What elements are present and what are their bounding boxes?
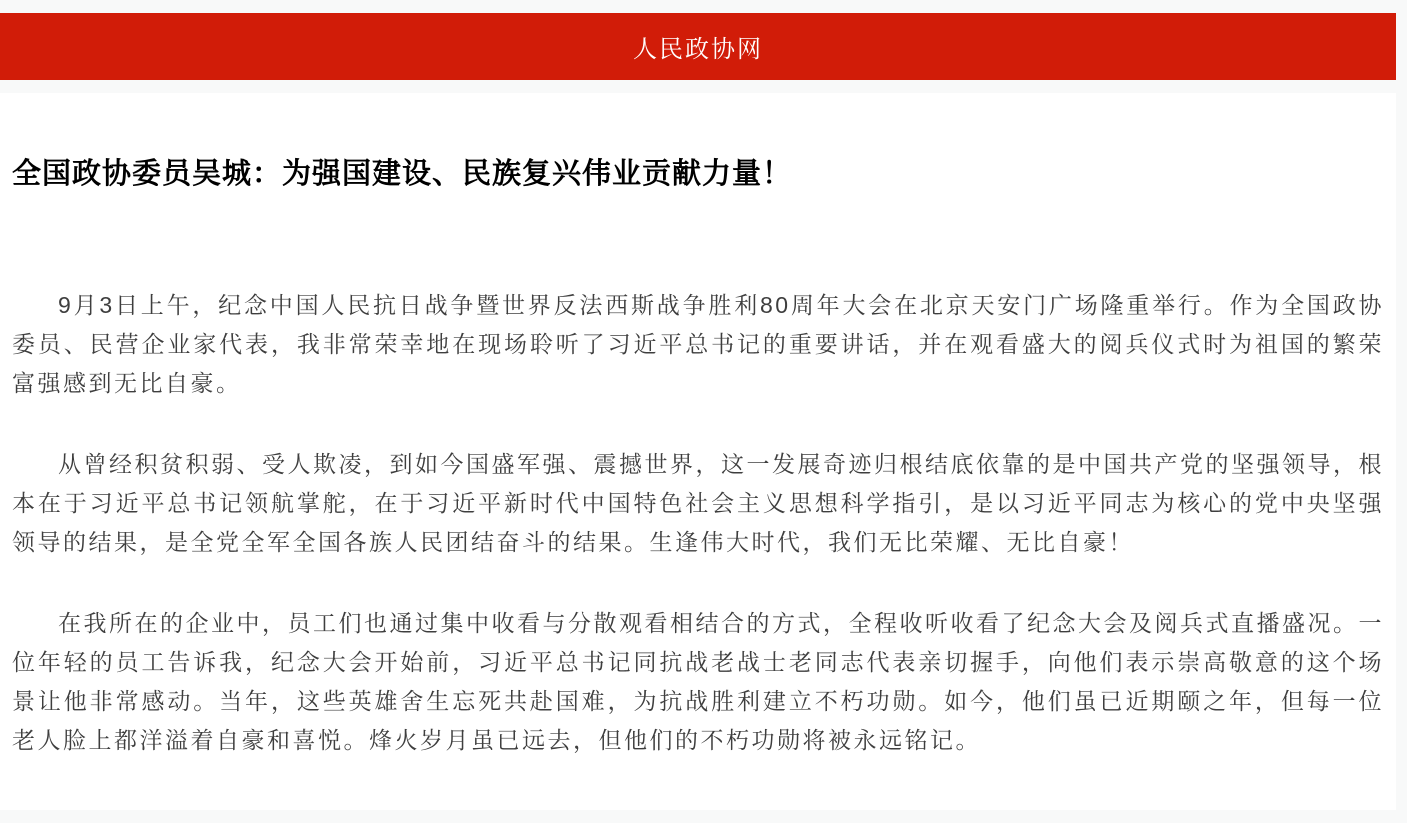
site-title[interactable]: 人民政协网 [633,36,763,63]
site-header-bar [0,13,1396,80]
article-paragraph-1: 9月3日上午，纪念中国人民抗日战争暨世界反法西斯战争胜利80周年大会在北京天安门广场隆重举行。作为全国政协委员、民营企业家代表，我非常荣幸地在现场聆听了习近平总书记的重要讲话，并在观看盛大的阅兵仪式时为祖国的繁荣富强感到无比自豪。 [12,292,1384,396]
page-container [0,13,1396,810]
article-paragraph-3: 在我所在的企业中，员工们也通过集中收看与分散观看相结合的方式，全程收听收看了纪念大会及阅兵式直播盛况。一位年轻的员工告诉我，纪念大会开始前，习近平总书记同抗战老战士老同志代表亲切握手，向他们表示崇高敬意的这个场景让他非常感动。当年，这些英雄舍生忘死共赴国难，为抗战胜利建立不朽功勋。如今，他们虽已近期颐之年，但每一位老人脸上都洋溢着自豪和喜悦。烽火岁月虽已远去，但他们的不朽功勋将被永远铭记。 [12,610,1384,753]
article-body [12,286,1384,760]
article-title: 全国政协委员吴城：为强国建设、民族复兴伟业贡献力量！ [12,158,793,190]
article-content [0,93,1396,810]
article-paragraph-2: 从曾经积贫积弱、受人欺凌，到如今国盛军强、震撼世界，这一发展奇迹归根结底依靠的是中国共产党的坚强领导，根本在于习近平总书记领航掌舵，在于习近平新时代中国特色社会主义思想科学指引，是以习近平同志为核心的党中央坚强领导的结果，是全党全军全国各族人民团结奋斗的结果。生逢伟大时代，我们无比荣耀、无比自豪！ [12,451,1384,555]
